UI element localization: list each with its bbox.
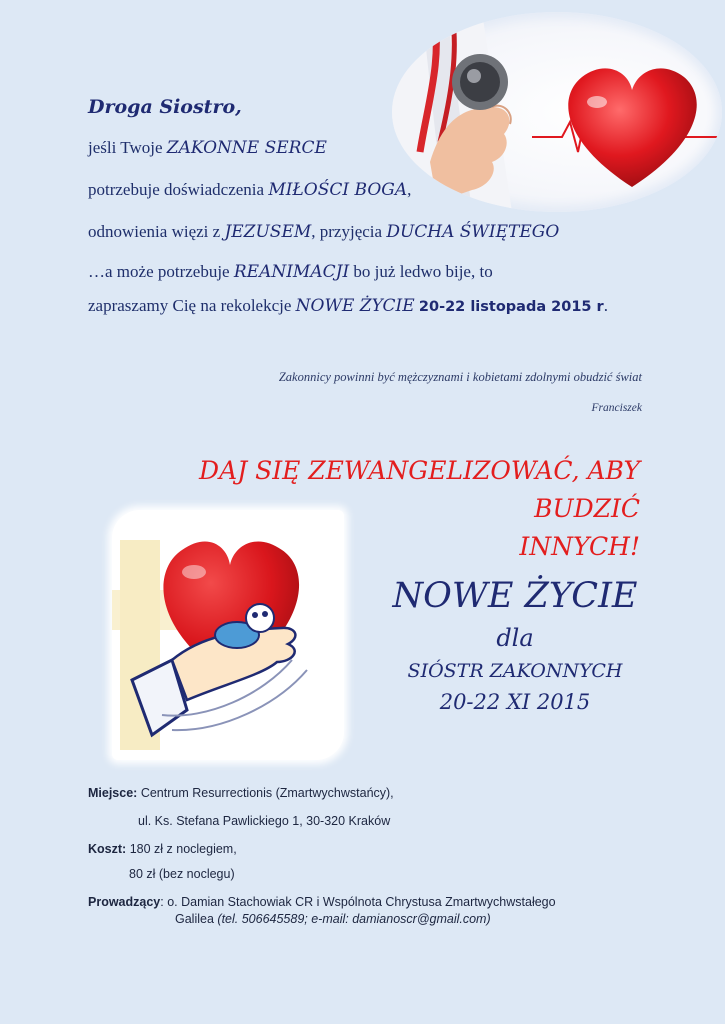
quote-author: Franciszek [591,402,642,414]
cost-line [88,842,237,856]
event-title: NOWE ŻYCIE [392,576,638,616]
contact-line [175,912,491,926]
slogan-line-2: INNYCH! [519,532,640,561]
reanimacji-emphasis: REANIMACJI [233,262,350,282]
pope-quote: Zakonnicy powinni być mężczyznami i kobietami zdolnymi obudzić świat [278,370,642,384]
lead-continuation: Galilea [175,912,214,926]
letter-line-1 [88,138,327,158]
letter-line-2 [88,180,411,200]
letter-line-2-end: , [407,180,412,199]
ducha-swietego-emphasis: DUCHA ŚWIĘTEGO [386,222,560,242]
lead-value: o. Damian Stachowiak CR i Wspólnota Chrystusa Zmartwychwstałego [167,895,556,909]
letter-line-3 [88,222,559,242]
letter-line-3-text: odnowienia więzi z [88,222,221,241]
milosci-boga-emphasis: MIŁOŚCI BOGA [268,180,408,200]
letter-line-4-text: …a może potrzebuje [88,262,230,281]
retreat-date: 20-22 listopada 2015 r [418,299,604,315]
letter-line-3-mid: , przyjęcia [311,222,383,241]
letter-line-5-text: zapraszamy Cię na rekolekcje [88,296,292,315]
letter-line-4-end: bo już ledwo bije, to [353,262,493,281]
cost-label: Koszt: [88,842,127,856]
nowe-zycie-emphasis: NOWE ŻYCIE [295,296,415,316]
lead-line [88,895,556,909]
event-date: 20-22 XI 2015 [439,690,591,714]
jezusem-emphasis: JEZUSEM [224,222,312,242]
lead-separator: : [160,895,164,909]
address-line: ul. Ks. Stefana Pawlickiego 1, 30-320 Kraków [138,814,391,828]
letter-line-2-text: potrzebuje doświadczenia [88,180,265,199]
letter-line-4 [88,262,493,282]
cost-without-lodging: 80 zł (bez noclegu) [129,867,235,881]
letter-line-5-end: . [603,296,608,315]
heart-hand-illustration [112,510,344,760]
place-line [88,786,394,800]
place-value: Centrum Resurrectionis (Zmartwychwstańcy), [140,786,394,800]
place-label: Miejsce: [88,786,138,800]
cost-with-lodging: 180 zł z noclegiem, [129,842,237,856]
letter-line-5 [88,296,608,316]
stethoscope-heart-image [392,12,722,212]
letter-line-1-text: jeśli Twoje [88,138,163,157]
slogan-line-1: DAJ SIĘ ZEWANGELIZOWAĆ, ABY BUDZIĆ [199,456,640,523]
lead-label: Prowadzący [88,895,161,909]
heart-in-hand-image [112,510,344,760]
contact-details: (tel. 506645589; e-mail: damianoscr@gmail.com) [217,912,491,926]
stethoscope-heart-illustration [392,12,722,212]
zakonne-serce-emphasis: ZAKONNE SERCE [166,138,327,158]
greeting: Droga Siostro, [88,96,242,118]
event-dla: dla [496,624,534,652]
event-audience: SIÓSTR ZAKONNYCH [407,660,623,682]
